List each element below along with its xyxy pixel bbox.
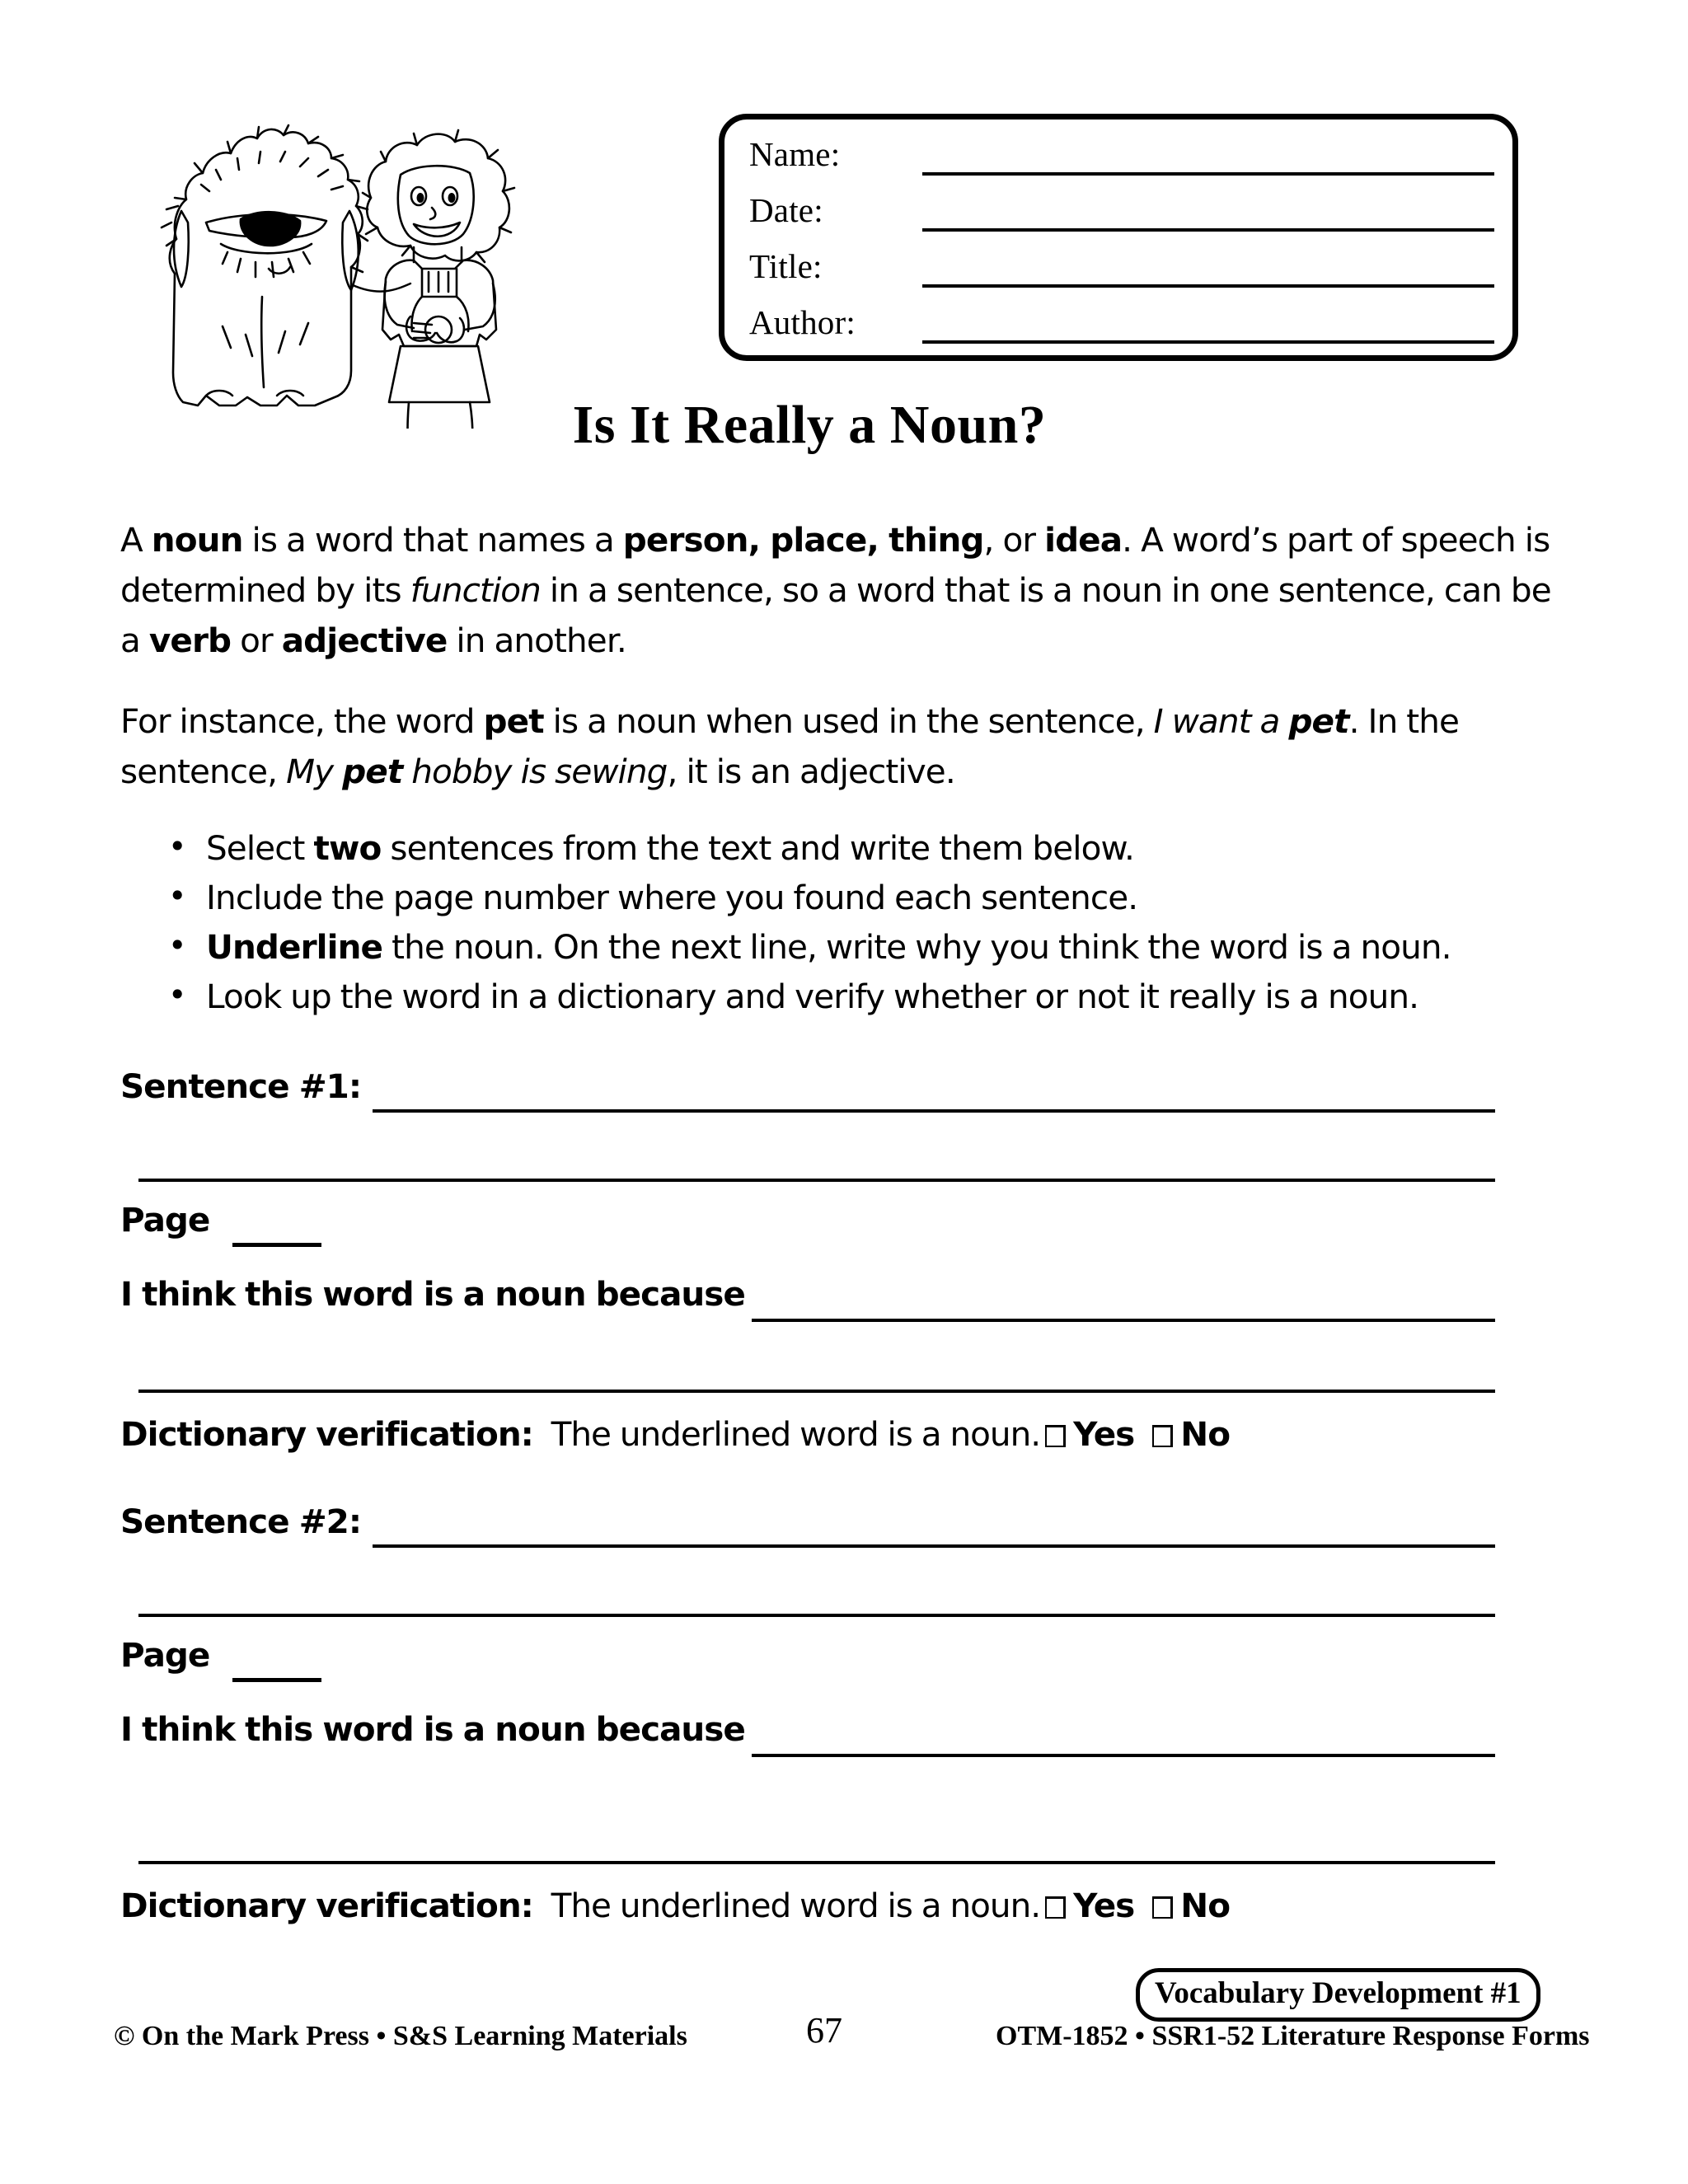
title-field-line[interactable] bbox=[922, 284, 1494, 288]
date-field-label: Date: bbox=[749, 191, 823, 229]
p2-bolditalic-pet-1: pet bbox=[1288, 701, 1349, 741]
sentence-2-input-line-1[interactable] bbox=[373, 1544, 1495, 1548]
author-field-row[interactable] bbox=[749, 298, 1494, 354]
page-title-text: Is It Really a Noun? bbox=[572, 395, 1047, 455]
date-field-row[interactable] bbox=[749, 185, 1494, 241]
sentence-1-input-line-2[interactable] bbox=[138, 1179, 1495, 1182]
page-number: 67 bbox=[806, 2010, 842, 2050]
example-paragraph bbox=[120, 696, 1571, 797]
bullet-2-pre: Include the page number where you found each sentence. bbox=[206, 878, 1138, 917]
p2-italic-hobby-is-sewing: hobby is sewing bbox=[402, 752, 668, 791]
page-1-input-line[interactable] bbox=[232, 1243, 321, 1247]
sentence-2-input-line-2[interactable] bbox=[138, 1614, 1495, 1617]
author-field-label: Author: bbox=[749, 303, 856, 341]
p2-bold-pet: pet bbox=[483, 701, 544, 741]
reason-2-input-line-1[interactable] bbox=[752, 1754, 1495, 1757]
reason-1-label: I think this word is a noun because bbox=[120, 1274, 745, 1314]
name-field-row[interactable] bbox=[749, 129, 1494, 185]
page-1-label: Page bbox=[120, 1200, 210, 1240]
product-code-notice: OTM-1852 • SSR1-52 Literature Response Forms bbox=[996, 2021, 1590, 2051]
p2-seg4: , it is an adjective. bbox=[667, 752, 955, 791]
instruction-list bbox=[162, 824, 1579, 1022]
p1-bold-person-place-thing: person, place, thing bbox=[622, 520, 984, 560]
p1-seg3: , or bbox=[983, 520, 1045, 560]
checkbox-yes-2-label: Yes bbox=[1073, 1886, 1135, 1925]
dict-verification-2-title: Dictionary verification: bbox=[120, 1886, 533, 1925]
dictionary-verification-2 bbox=[120, 1886, 1230, 1925]
bullet-1-bold: two bbox=[313, 828, 382, 868]
p2-italic-i-want-a: I want a bbox=[1153, 701, 1289, 741]
unit-badge-label: Vocabulary Development #1 bbox=[1155, 1976, 1522, 2010]
sentence-1-input-line-1[interactable] bbox=[373, 1109, 1495, 1113]
dictionary-verification-1 bbox=[120, 1414, 1230, 1454]
list-item bbox=[162, 824, 1579, 872]
sentence-2-label: Sentence #2: bbox=[120, 1502, 362, 1541]
p1-seg4: . A word’s part of speech is determined by its bbox=[120, 520, 1550, 610]
p2-seg1: For instance, the word bbox=[120, 701, 484, 741]
girl-with-shaggy-dog-illustration bbox=[124, 99, 519, 429]
bullet-3-bold: Underline bbox=[206, 927, 383, 967]
p2-italic-my: My bbox=[286, 752, 343, 791]
bullet-1-post: sentences from the text and write them below. bbox=[381, 828, 1134, 868]
p2-bolditalic-pet-2: pet bbox=[342, 752, 403, 791]
p1-italic-function: function bbox=[410, 570, 541, 610]
dict-verification-2-sentence: The underlined word is a noun. bbox=[551, 1886, 1041, 1925]
sentence-1-label: Sentence #1: bbox=[120, 1066, 362, 1106]
p1-bold-noun: noun bbox=[151, 520, 243, 560]
bullet-4-pre: Look up the word in a dictionary and verify whether or not it really is a noun. bbox=[206, 977, 1419, 1016]
date-field-line[interactable] bbox=[922, 228, 1494, 232]
checkbox-no-1-label: No bbox=[1180, 1414, 1231, 1454]
reason-1-input-line-2[interactable] bbox=[138, 1390, 1495, 1393]
reason-1-input-line-1[interactable] bbox=[752, 1319, 1495, 1322]
title-field-label: Title: bbox=[749, 247, 823, 285]
page-2-label: Page bbox=[120, 1635, 210, 1675]
unit-badge bbox=[1136, 1968, 1540, 2022]
checkbox-no-1[interactable] bbox=[1152, 1425, 1173, 1447]
checkbox-no-2[interactable] bbox=[1152, 1896, 1173, 1919]
p2-seg3: . In the sentence, bbox=[120, 701, 1460, 791]
p1-seg2: is a word that names a bbox=[242, 520, 623, 560]
checkbox-yes-1-label: Yes bbox=[1073, 1414, 1135, 1454]
bullet-3-post: the noun. On the next line, write why you think the word is a noun. bbox=[382, 927, 1451, 967]
reason-2-label: I think this word is a noun because bbox=[120, 1709, 745, 1749]
name-field-label: Name: bbox=[749, 135, 841, 173]
name-field-line[interactable] bbox=[922, 172, 1494, 176]
page-title bbox=[0, 394, 1688, 457]
list-item bbox=[162, 923, 1579, 971]
checkbox-yes-1[interactable] bbox=[1045, 1425, 1066, 1447]
title-field-row[interactable] bbox=[749, 241, 1494, 298]
p1-seg6: or bbox=[231, 621, 282, 660]
p1-seg5: in a sentence, so a word that is a noun in one sentence, can be a bbox=[120, 570, 1551, 660]
student-info-box bbox=[719, 114, 1518, 361]
p1-seg7: in another. bbox=[447, 621, 626, 660]
list-item bbox=[162, 972, 1579, 1020]
dict-verification-2-body bbox=[533, 1886, 1040, 1925]
dict-verification-1-sentence: The underlined word is a noun. bbox=[551, 1414, 1041, 1454]
page-2-input-line[interactable] bbox=[232, 1678, 321, 1682]
checkbox-yes-2[interactable] bbox=[1045, 1896, 1066, 1919]
intro-paragraph bbox=[120, 515, 1571, 666]
p1-seg1: A bbox=[120, 520, 152, 560]
p2-seg2: is a noun when used in the sentence, bbox=[543, 701, 1154, 741]
copyright-notice: © On the Mark Press • S&S Learning Materials bbox=[114, 2021, 687, 2051]
dict-verification-1-body bbox=[533, 1414, 1040, 1454]
dict-verification-1-title: Dictionary verification: bbox=[120, 1414, 533, 1454]
p1-bold-idea: idea bbox=[1044, 520, 1123, 560]
bullet-1-pre: Select bbox=[206, 828, 314, 868]
p1-bold-adjective: adjective bbox=[281, 621, 448, 660]
p1-bold-verb: verb bbox=[148, 621, 232, 660]
checkbox-no-2-label: No bbox=[1180, 1886, 1231, 1925]
list-item bbox=[162, 874, 1579, 921]
author-field-line[interactable] bbox=[922, 340, 1494, 344]
reason-2-input-line-2[interactable] bbox=[138, 1861, 1495, 1864]
